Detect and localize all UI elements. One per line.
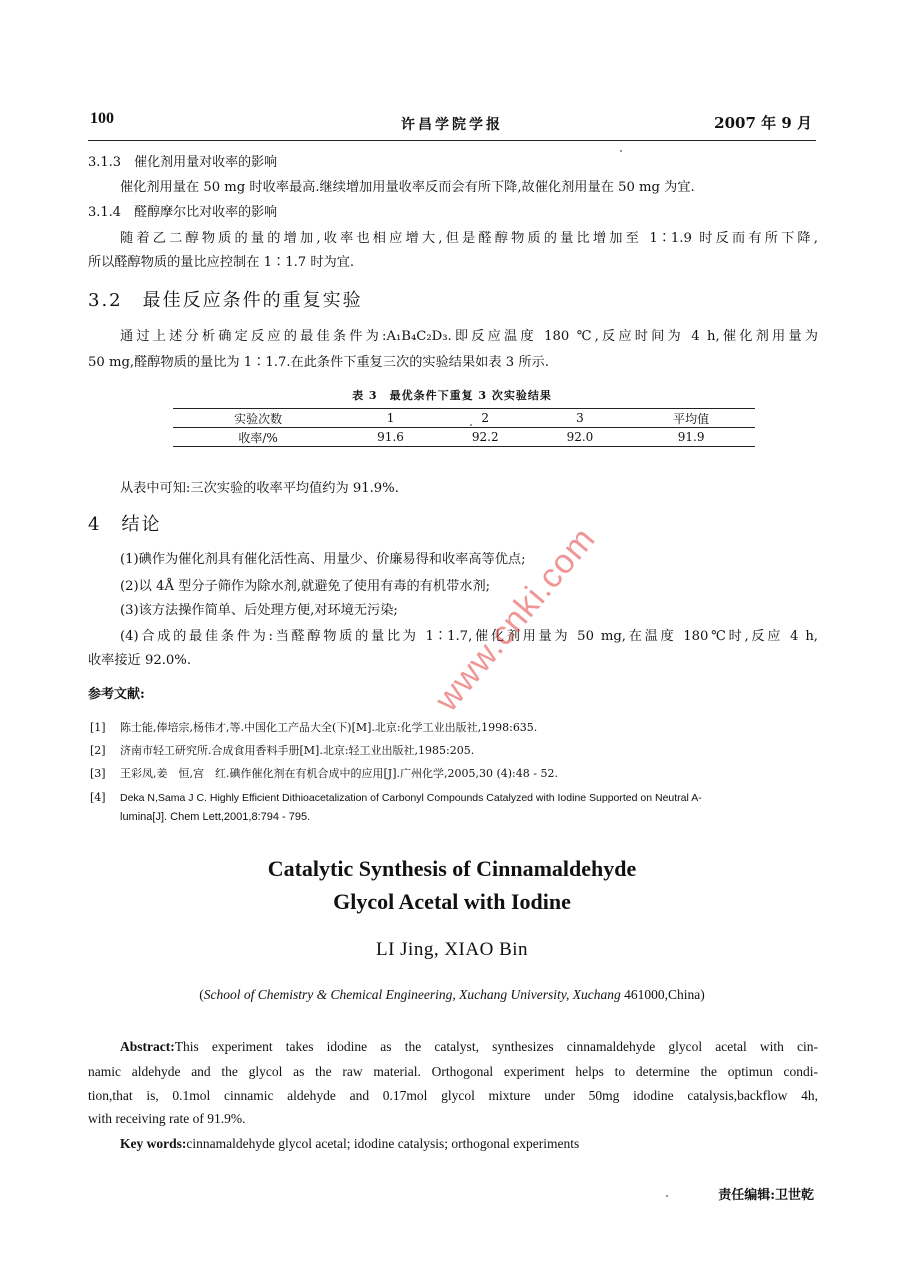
scan-speck xyxy=(470,424,472,426)
reference-item xyxy=(90,765,558,783)
table-row xyxy=(173,428,755,447)
reference-text: 陈士能,俸培宗,杨伟才,等.中国化工产品大全(下)[M].北京:化学工业出版社,1998:635. xyxy=(120,721,538,734)
issue-date: 2007 年 9 月 xyxy=(714,114,812,132)
affiliation-tail: 461000,China) xyxy=(620,987,705,1002)
table-cell: 91.6 xyxy=(343,428,438,447)
keywords-line xyxy=(120,1134,579,1154)
reference-text-continued: lumina[J]. Chem Lett,2001,8:794 - 795. xyxy=(120,811,311,823)
abstract-line3: tion,that is, 0.1mol cinnamic aldehyde and 0.17mol glycol mixture under 50mg idodine catalysis,backflow 4h, xyxy=(88,1088,818,1103)
subsection-heading-3-1-3: 3.1.3 催化剂用量对收率的影响 xyxy=(88,155,278,170)
watermark: www.cnki.com xyxy=(427,519,603,719)
table-cell: 91.9 xyxy=(627,428,755,447)
reference-number: [2] xyxy=(90,744,106,757)
abstract-text: This experiment takes idodine as the catalyst, synthesizes cinnamaldehyde glycol acetal with cin- xyxy=(174,1039,818,1054)
conclusion-item-1: (1)碘作为催化剂具有催化活性高、用量少、价廉易得和收率高等优点; xyxy=(120,552,526,567)
keywords-label: Key words: xyxy=(120,1136,187,1151)
abstract-label: Abstract: xyxy=(120,1039,175,1054)
reference-item xyxy=(90,742,474,760)
english-authors: LI Jing, XIAO Bin xyxy=(375,939,529,960)
abstract-line2: namic aldehyde and the glycol as the raw material. Orthogonal experiment helps to determine the optimun condi- xyxy=(88,1064,818,1079)
english-title-line2: Glycol Acetal with Iodine xyxy=(333,889,571,914)
header-rule xyxy=(88,140,816,141)
conclusion-item-3: (3)该方法操作简单、后处理方便,对环境无污染; xyxy=(120,603,398,618)
paragraph-after-table: 从表中可知:三次实验的收率平均值约为 91.9%. xyxy=(120,481,399,496)
section-heading-3-2: 3.2 最佳反应条件的重复实验 xyxy=(88,290,363,311)
table-header-cell: 平均值 xyxy=(627,409,755,428)
table-header-cell: 3 xyxy=(533,409,628,428)
running-header xyxy=(88,110,816,136)
english-affiliation xyxy=(0,987,904,1003)
abstract-line1 xyxy=(120,1037,818,1057)
table-cell: 收率/% xyxy=(173,428,343,447)
table-cell: 92.0 xyxy=(533,428,628,447)
references-heading: 参考文献: xyxy=(88,687,145,702)
paragraph-3-2-line2: 50 mg,醛醇物质的量比为 1∶1.7.在此条件下重复三次的实验结果如表 3 所示. xyxy=(88,355,549,370)
reference-number: [1] xyxy=(90,721,106,734)
affiliation-italic: School of Chemistry & Chemical Engineering, Xuchang University, Xuchang xyxy=(203,987,621,1002)
scan-speck xyxy=(620,150,622,152)
reference-text: 王彩凤,姜 恒,宫 红.碘作催化剂在有机合成中的应用[J].广州化学,2005,30 (4):48 - 52. xyxy=(120,767,558,780)
paragraph-3-1-4-line1: 随着乙二醇物质的量的增加,收率也相应增大,但是醛醇物质的量比增加至 1∶1.9 时反而有所下降, xyxy=(120,231,818,246)
reference-number: [3] xyxy=(90,767,106,780)
paragraph-3-1-3: 催化剂用量在 50 mg 时收率最高.继续增加用量收率反而会有所下降,故催化剂用量在 50 mg 为宜. xyxy=(120,180,695,195)
reference-text: Deka N,Sama J C. Highly Efficient Dithioacetalization of Carbonyl Compounds Catalyzed with Iodine Supported on Neutral A- xyxy=(120,792,702,804)
reference-item xyxy=(90,789,702,807)
table-header-cell: 2 xyxy=(438,409,533,428)
results-table xyxy=(173,408,755,447)
table-header-row xyxy=(173,409,755,428)
conclusion-item-4-line2: 收率接近 92.0%. xyxy=(88,653,192,668)
table-cell: 92.2 xyxy=(438,428,533,447)
conclusion-item-4-line1: (4)合成的最佳条件为:当醛醇物质的量比为 1∶1.7,催化剂用量为 50 mg,在温度 180℃时,反应 4 h, xyxy=(120,629,818,644)
affiliation-open-paren: ( xyxy=(199,987,204,1002)
paragraph-3-2-line1: 通过上述分析确定反应的最佳条件为:A₁B₄C₂D₃.即反应温度 180 ℃,反应时间为 4 h,催化剂用量为 xyxy=(120,329,818,344)
conclusion-item-2: (2)以 4Å 型分子筛作为除水剂,就避免了使用有毒的有机带水剂; xyxy=(120,579,491,594)
table-header-cell: 实验次数 xyxy=(173,409,343,428)
abstract-line4: with receiving rate of 91.9%. xyxy=(88,1111,246,1126)
journal-name: 许昌学院学报 xyxy=(401,117,503,133)
page-number: 100 xyxy=(90,110,114,127)
keywords-text: cinnamaldehyde glycol acetal; idodine catalysis; orthogonal experiments xyxy=(186,1136,580,1151)
responsible-editor: 责任编辑:卫世乾 xyxy=(718,1188,814,1203)
table-header-cell: 1 xyxy=(343,409,438,428)
english-title-line1: Catalytic Synthesis of Cinnamaldehyde xyxy=(267,856,637,881)
scan-speck xyxy=(666,1195,668,1197)
table-caption: 表 3 最优条件下重复 3 次实验结果 xyxy=(352,389,552,402)
subsection-heading-3-1-4: 3.1.4 醛醇摩尔比对收率的影响 xyxy=(88,205,278,220)
section-heading-4: 4 结论 xyxy=(88,514,162,535)
reference-text: 济南市轻工研究所.合成食用香料手册[M].北京:轻工业出版社,1985:205. xyxy=(120,744,475,757)
reference-number: [4] xyxy=(90,791,106,804)
paragraph-3-1-4-line2: 所以醛醇物质的量比应控制在 1∶1.7 时为宜. xyxy=(88,255,355,270)
reference-item xyxy=(90,719,537,737)
